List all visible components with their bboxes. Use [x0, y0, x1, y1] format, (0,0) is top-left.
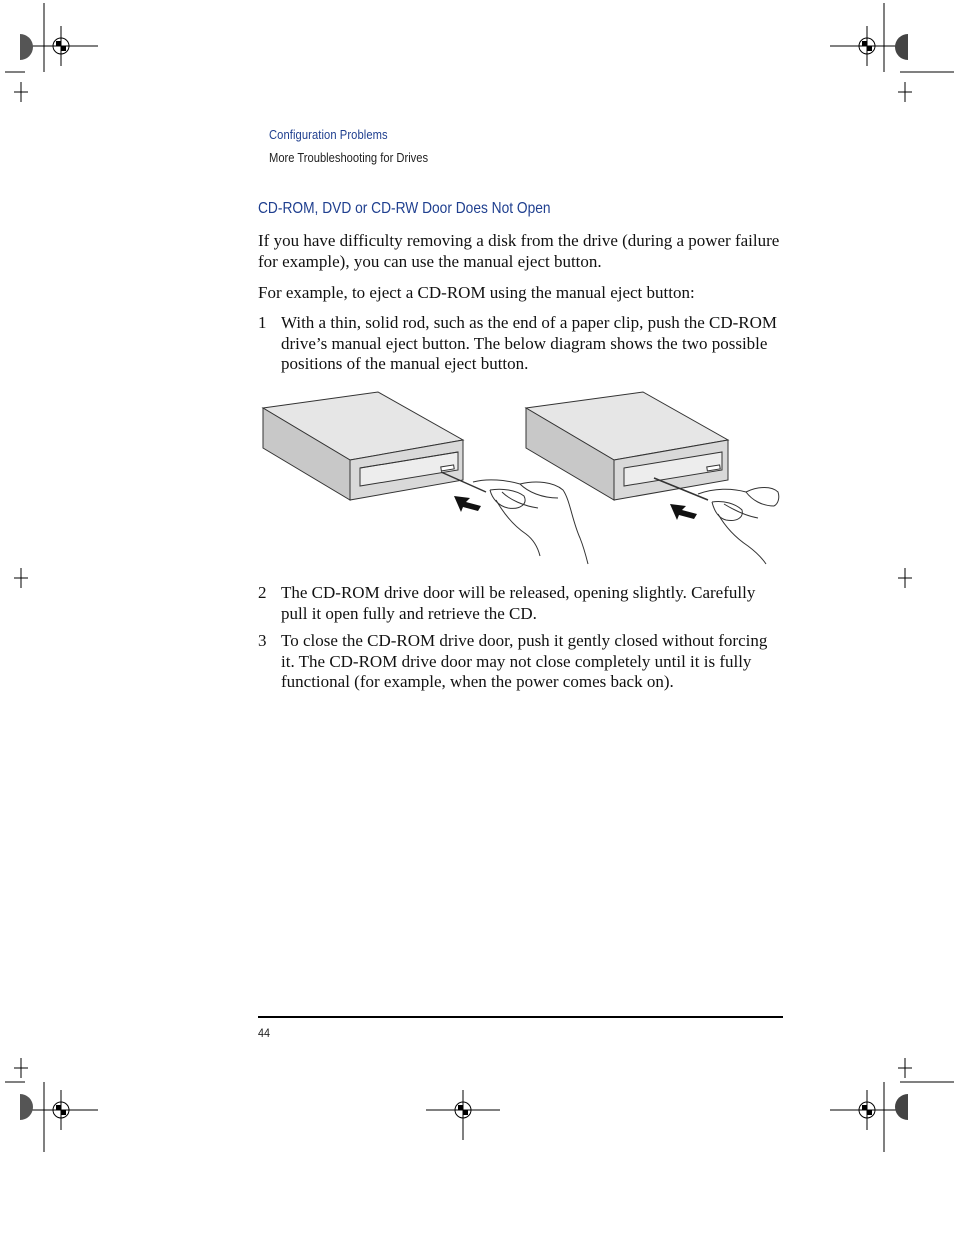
page-number: 44 [258, 1026, 271, 1040]
example-paragraph: For example, to eject a CD-ROM using the manual eject button: [258, 283, 695, 302]
running-header-section: More Troubleshooting for Drives [269, 150, 429, 165]
step-number: 2 [258, 583, 267, 602]
step-text: To close the CD-ROM drive door, push it gently closed without forcing it. The CD-ROM drive door may not close completely until it is fully functional (for example, when the power comes back on). [281, 631, 768, 691]
step-text: The CD-ROM drive door will be released, opening slightly. Carefully pull it open fully and retrieve the CD. [281, 583, 756, 623]
hand-illustration [473, 480, 588, 564]
eject-diagram [258, 388, 783, 566]
step-number: 3 [258, 631, 267, 650]
cd-drive-illustration [526, 392, 728, 500]
intro-paragraph: If you have difficulty removing a disk from the drive (during a power failure for example), you can use the manual eject button. [258, 231, 780, 271]
step-text: With a thin, solid rod, such as the end of a paper clip, push the CD-ROM drive’s manual eject button. The below diagram shows the two possible positions of the manual eject button. [281, 313, 778, 373]
arrow-icon [454, 496, 481, 512]
section-heading: CD-ROM, DVD or CD-RW Door Does Not Open [258, 200, 551, 217]
cd-drive-illustration [263, 392, 463, 500]
step-number: 1 [258, 313, 267, 332]
hand-illustration [698, 488, 779, 565]
footer-rule [258, 1016, 783, 1018]
arrow-icon [670, 504, 697, 520]
running-header-chapter: Configuration Problems [269, 127, 388, 142]
